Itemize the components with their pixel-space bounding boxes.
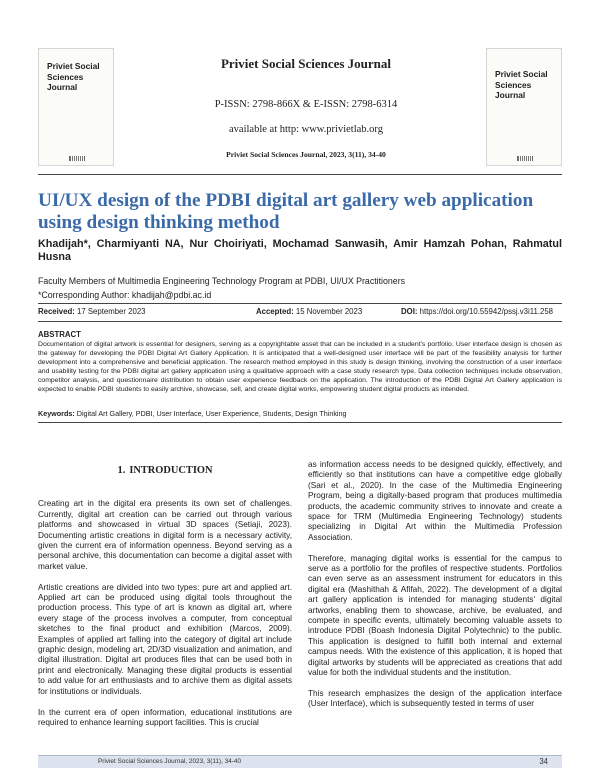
section-heading-introduction: 1. INTRODUCTION xyxy=(117,465,213,476)
abstract-text: Documentation of digital artwork is essential for designers, serving as a copyrightable asset that can be included in a student's portfolio. User interface design is chosen as the gateway for developing the PDBI Digital Art Gallery Application. It is anticipated that a well-designed user interface will be part of the feasibility analysis for further development into a comprehensive and beneficial application. The research method employed in this study is design thinking, involving the construction of a user interface and usability testing for the PDBI digital art gallery application using a qualitative approach with a case study research type. Data collection techniques include observation, competitor analysis, and questionnaire distribution to obtain user experience feedback on the application. The introduction of the PDBI Digital Art Gallery application is expected to enable PDBI students to easily archive, showcase, sell, and create digital works, empowering student digital products as intended. xyxy=(38,341,562,393)
paper-title: UI/UX design of the PDBI digital art gallery web application using design thinking method xyxy=(38,190,534,233)
cover-barcode xyxy=(501,156,547,161)
doi-link[interactable]: DOI: https://doi.org/10.55942/pssj.v3i11.258 xyxy=(401,307,554,316)
paragraph: Artistic creations are divided into two types: pure art and applied art. Applied art can be produced using digital tools throughout the production process. This type of art is known as digital art, where every stage of the process involves a computer, from conceptual sketches to the final product and exhibition (Marcos, 2009). Examples of applied art falling into the category of digital art include graphic design, modeling art, 2D/3D visualization and animation, and digital illustration. Digital art produces files that can be used both in print and electronically. Managing these digital products is essential to add value for art enthusiasts and to archive them as digital assets for institutions or individuals. xyxy=(38,582,292,696)
page-footer xyxy=(38,755,562,768)
dates-top-divider xyxy=(38,303,562,304)
cover-title: Priviet Social Sciences Journal xyxy=(47,61,100,92)
paragraph: Therefore, managing digital works is essential for the campus to serve as a portfolio for the profiles of respective students. Portfolios can even serve as an assessment instrument for educators in this digital era (Mashithah & Afifah, 2022). The development of a digital art gallery application is intended for managing students' digital artworks, enabling them to showcase, archive, be evaluated, and compete in specific events, ultimately becoming valuable assets to introduce PDBI (Boash Indonesia Digital Polytechnic) to the public. This application is designed to fulfill both internal and external campus needs. With the existence of this application, it is hoped that digital artworks by students will be appreciated as creations that add value for both the individual students and the institution. xyxy=(308,553,562,678)
received-date: Received: 17 September 2023 xyxy=(38,307,146,316)
journal-title: Priviet Social Sciences Journal xyxy=(220,56,392,71)
body-column-right xyxy=(308,460,562,720)
journal-citation: Priviet Social Sciences Journal, 2023, 3(11), 34-40 xyxy=(226,150,386,159)
footer-citation: Priviet Social Sciences Journal, 2023, 3(11), 34-40 xyxy=(98,758,242,765)
corresponding-author: *Corresponding Author: khadijah@pdbi.ac.id xyxy=(38,290,212,300)
affiliation: Faculty Members of Multimedia Engineering Technology Program at PDBI, UI/UX Practitioners xyxy=(38,276,406,286)
keywords: Keywords: Digital Art Gallery, PDBI, User Interface, User Experience, Students, Design Thinking xyxy=(38,409,347,418)
journal-cover-left xyxy=(38,48,114,166)
header-divider xyxy=(38,174,562,175)
journal-issn: P-ISSN: 2798-866X & E-ISSN: 2798-6314 xyxy=(214,99,398,110)
journal-website[interactable]: available at http: www.privietlab.org xyxy=(229,124,383,135)
abstract-bottom-divider xyxy=(38,422,562,423)
body-column-left xyxy=(38,466,292,739)
abstract-heading: ABSTRACT xyxy=(38,330,81,339)
paragraph: as information access needs to be designed quickly, effectively, and efficiently so that institutions can have a competitive edge globally (Sari et al., 2020). In the case of the Multimedia Engineering Program, being a digitally-based program that produces multimedia products, the academic community strives to innovate and create a space for TRM (Multimedia Engineering Technology) students specializing in Digital Art within the Multimedia Profession Association. xyxy=(308,460,562,542)
cover-title: Priviet Social Sciences Journal xyxy=(495,69,548,100)
cover-barcode xyxy=(53,156,99,161)
author-list: Khadijah*, Charmiyanti NA, Nur Choiriyati, Mochamad Sanwasih, Amir Hamzah Pohan, Rahmatul Husna xyxy=(38,238,562,263)
paragraph: This research emphasizes the design of the application interface (User Interface), which is subsequently tested in terms of user xyxy=(308,688,562,709)
paragraph: Creating art in the digital era presents its own set of challenges. Currently, digital art creation can be carried out through various platforms and showcased in virtual 3D spaces (Setiaji, 2023). Documenting artistic creations in digital form is a necessary activity, given the current era of information openness. Beyond serving as a personal archive, this documentation can become a digital asset with market value. xyxy=(38,499,292,571)
paragraph: In the current era of open information, educational institutions are required to enhance learning support facilities. This is crucial xyxy=(38,707,292,727)
page-number: 34 xyxy=(539,757,548,766)
journal-cover-right xyxy=(486,48,562,166)
accepted-date: Accepted: 15 November 2023 xyxy=(256,307,363,316)
dates-bottom-divider xyxy=(38,321,562,322)
